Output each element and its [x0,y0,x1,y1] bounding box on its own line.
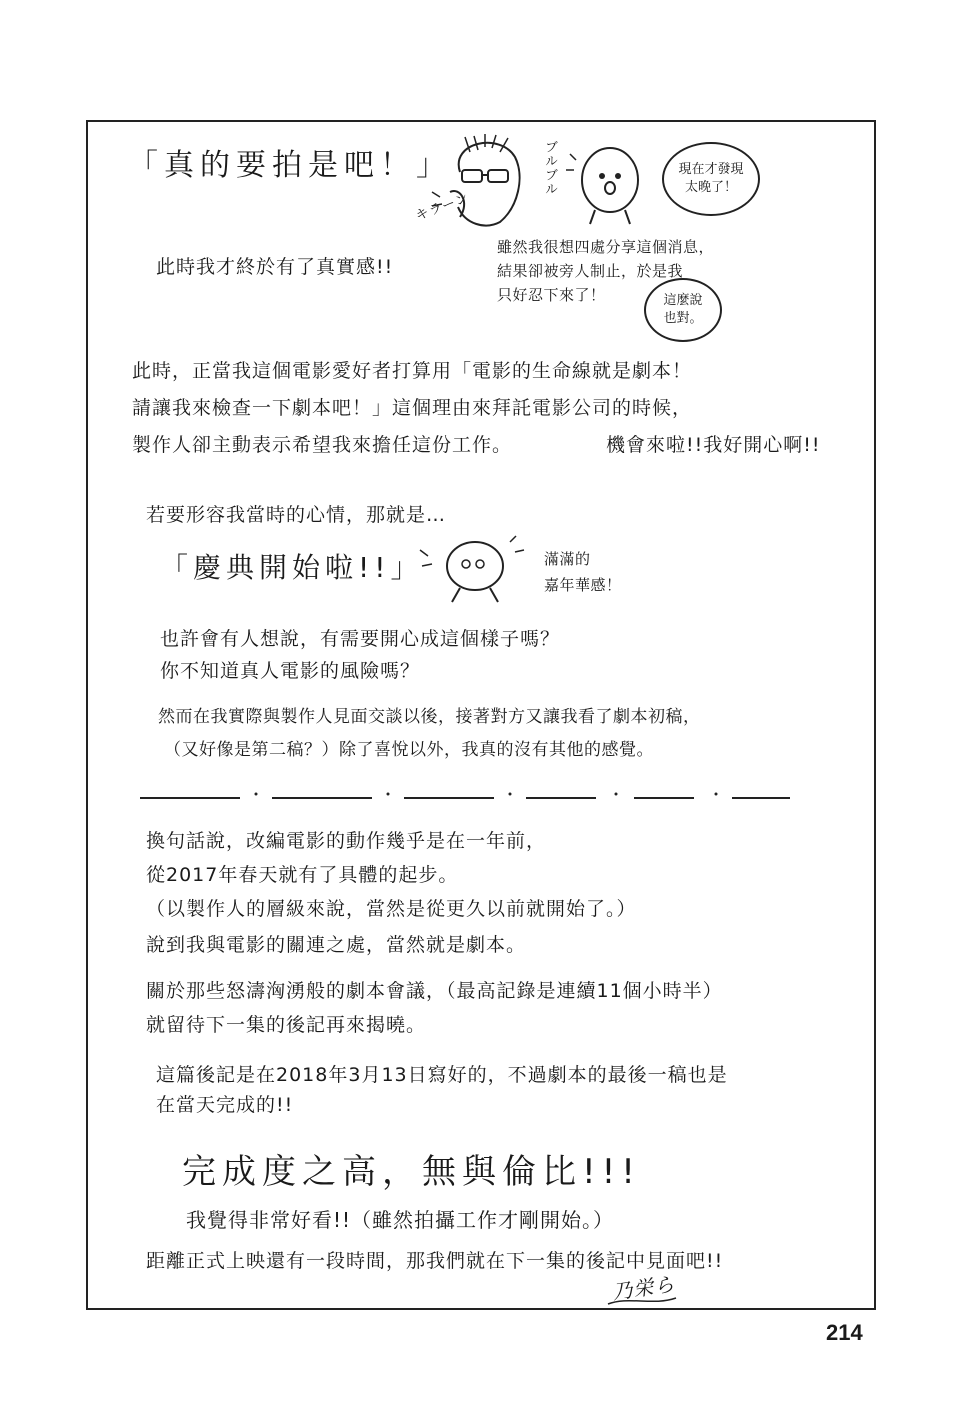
bubble-line: 也對。 [663,311,703,326]
header-quote: 「真的要拍是吧！」 [128,148,452,183]
paragraph1-line3: 製作人卻主動表示希望我來擔任這份工作。 [132,434,513,456]
speech-bubble-too-late [662,142,760,216]
paragraph5-line1: 關於那些怒濤洶湧般的劇本會議，（最高記錄是連續11個小時半） [146,980,723,1002]
share-line-2: 結果卻被旁人制止，於是我 [497,262,684,280]
paragraph6-line2: 在當天完成的!! [156,1094,294,1116]
page-number: 214 [826,1320,863,1345]
author-portrait-illustration [430,132,540,232]
celebration-headline: 「慶典開始啦!!」 [160,551,424,584]
festival-character-illustration [420,536,530,606]
feeling-intro: 若要形容我當時的心情，那就是… [146,504,447,526]
bubble-line: 太晚了！ [684,180,737,195]
paragraph1-tail: 機會來啦!!我好開心啊!! [606,434,821,456]
section-divider [140,788,800,808]
paragraph6-line1: 這篇後記是在2018年3月13日寫好的，不過劇本的最後一稿也是 [156,1064,728,1086]
celebration-note-line1: 滿滿的 [544,550,591,568]
author-signature: 乃栄ら [610,1271,677,1305]
bubble-line: 這麼說 [663,293,703,308]
completion-exclamation: 完成度之高，無與倫比!!! [182,1152,641,1192]
paragraph3-line2: （又好像是第二稿？）除了喜悅以外，我真的沒有其他的感覺。 [164,740,654,760]
paragraph5-line2: 就留待下一集的後記再來揭曉。 [146,1014,427,1036]
sfx-tremble: ブルブル [542,140,557,196]
realization-text: 此時我才終於有了真實感!! [156,256,394,278]
paragraph2-line1: 也許會有人想說，有需要開心成這個樣子嗎？ [160,628,561,650]
celebration-note-line2: 嘉年華感！ [544,576,622,594]
speech-bubble-fair-enough [644,278,722,342]
signature-underline [608,1294,678,1306]
paragraph1-line1: 此時，正當我這個電影愛好者打算用「電影的生命線就是劇本！ [132,360,693,382]
paragraph2-line2: 你不知道真人電影的風險嗎？ [160,660,421,682]
bubble-line: 現在才發現 [678,162,744,177]
paragraph4-line4: 說到我與電影的關連之處，當然就是劇本。 [146,934,527,956]
paragraph4-line1: 換句話說，改編電影的動作幾乎是在一年前， [146,830,547,852]
paragraph1-line2: 請讓我來檢查一下劇本吧！」這個理由來拜託電影公司的時候， [132,397,693,419]
paragraph3-line1: 然而在我實際與製作人見面交談以後，接著對方又讓我看了劇本初稿， [158,707,701,727]
paragraph4-line3: （以製作人的層級來說，當然是從更久以前就開始了。） [146,898,637,920]
share-line-1: 雖然我很想四處分享這個消息， [497,238,715,256]
closing-text: 距離正式上映還有一段時間，那我們就在下一集的後記中見面吧!! [146,1250,724,1272]
egg-character-illustration [570,140,650,230]
opinion-text: 我覺得非常好看!!（雖然拍攝工作才剛開始。） [186,1208,615,1232]
sfx-sparkle: キラーン [413,190,472,224]
paragraph4-line2: 從2017年春天就有了具體的起步。 [146,864,459,886]
share-line-3: 只好忍下來了！ [497,286,606,304]
